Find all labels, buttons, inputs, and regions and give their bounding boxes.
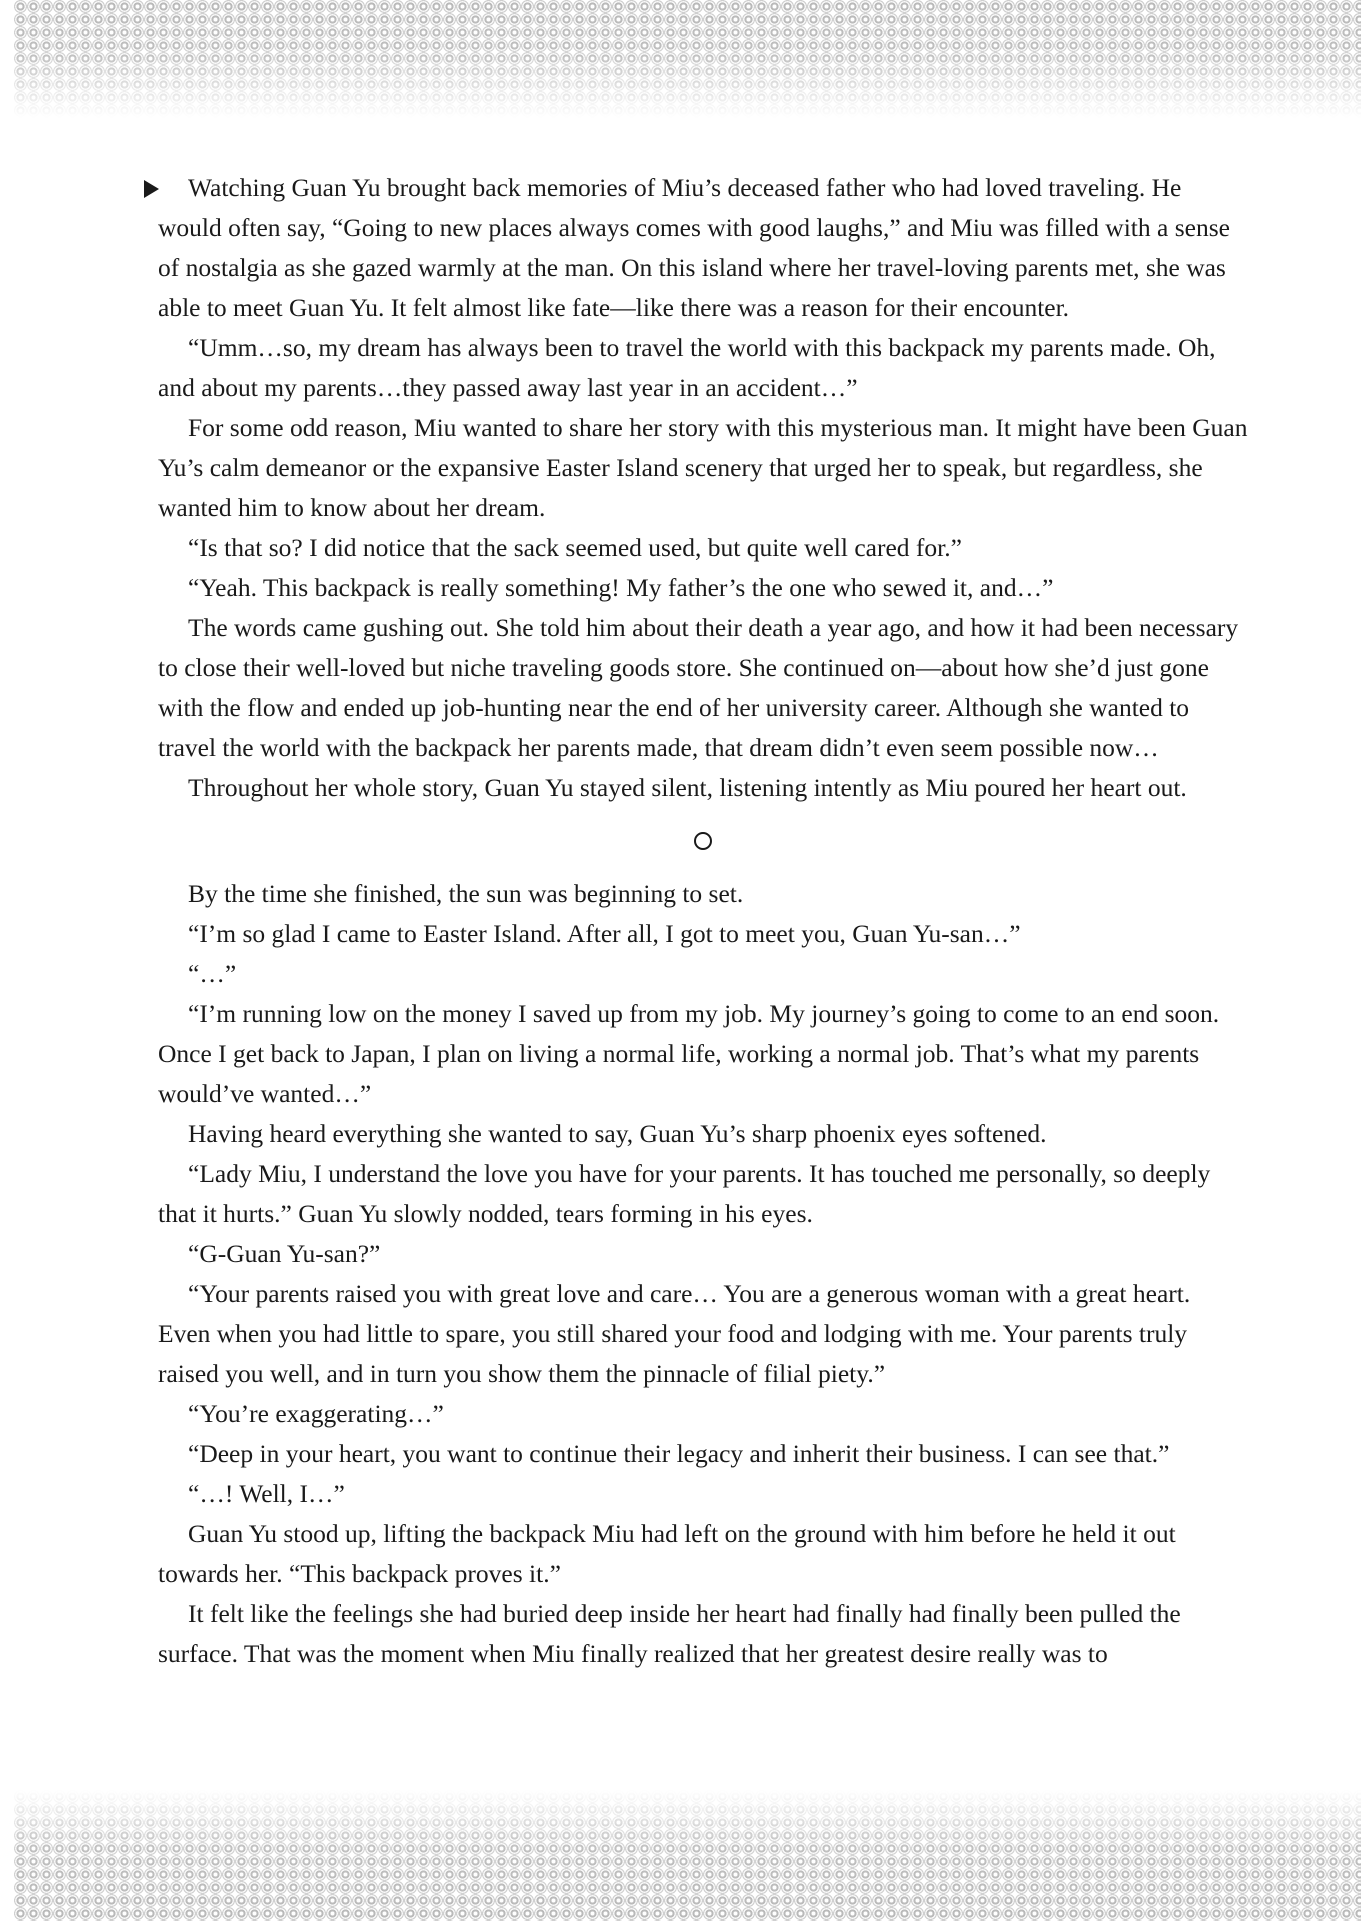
circle-icon: [694, 832, 712, 850]
paragraph: Watching Guan Yu brought back memories of Miu’s deceased father who had loved traveling. He would often say, “Going to new places always comes with good laughs,” and Miu was filled with a sense of nostalgia as she gazed warmly at the man. On this island where her travel-loving parents met, she was able to meet Guan Yu. It felt almost like fate—like there was a reason for their encounter.: [158, 173, 1230, 322]
paragraph: “…”: [188, 959, 237, 988]
page-marker-icon: [144, 180, 159, 198]
paragraph: Guan Yu stood up, lifting the backpack Miu had left on the ground with him before he held it out towards her. “This backpack proves it.”: [158, 1519, 1176, 1588]
paragraph: “You’re exaggerating…”: [188, 1399, 444, 1428]
paragraph: Throughout her whole story, Guan Yu stayed silent, listening intently as Miu poured her heart out.: [188, 773, 1187, 802]
paragraph: For some odd reason, Miu wanted to share her story with this mysterious man. It might have been Guan Yu’s calm demeanor or the expansive Easter Island scenery that urged her to speak, but regardless, she wanted him to know about her dream.: [158, 413, 1248, 522]
paragraph: “Lady Miu, I understand the love you have for your parents. It has touched me personally, so deeply that it hurts.” Guan Yu slowly nodded, tears forming in his eyes.: [158, 1159, 1211, 1228]
paragraph: “I’m so glad I came to Easter Island. After all, I got to meet you, Guan Yu-san…”: [188, 919, 1021, 948]
paragraph: “Your parents raised you with great love and care… You are a generous woman with a great heart. Even when you had little to spare, you still shared your food and lodging with me. Your parents truly raised you well, and in turn you show them the pinnacle of filial piety.”: [158, 1279, 1191, 1388]
paragraph: “Deep in your heart, you want to continue their legacy and inherit their business. I can see that.”: [188, 1439, 1170, 1468]
paragraph: It felt like the feelings she had buried deep inside her heart had finally had finally been pulled the surface. That was the moment when Miu finally realized that her greatest desire really was to: [158, 1599, 1181, 1668]
paragraph: By the time she finished, the sun was beginning to set.: [188, 879, 744, 908]
paragraph: “I’m running low on the money I saved up from my job. My journey’s going to come to an end soon. Once I get back to Japan, I plan on living a normal life, working a normal job. That’s what my parents would’ve wanted…”: [158, 999, 1220, 1108]
paragraph: “Is that so? I did notice that the sack seemed used, but quite well cared for.”: [188, 533, 962, 562]
section-break: [158, 808, 1248, 874]
decorative-pattern-bottom: [14, 1790, 1361, 1921]
paragraph: The words came gushing out. She told him about their death a year ago, and how it had been necessary to close their well-loved but niche traveling goods store. She continued on—about how she’d just gone with the flow and ended up job-hunting near the end of her university career. Although she wanted to travel the world with the backpack her parents made, that dream didn’t even seem possible now…: [158, 613, 1239, 762]
paragraph: “G-Guan Yu-san?”: [188, 1239, 381, 1268]
paragraph: “Yeah. This backpack is really something! My father’s the one who sewed it, and…”: [188, 573, 1054, 602]
body-text: [158, 168, 1248, 1674]
paragraph: “Umm…so, my dream has always been to travel the world with this backpack my parents made. Oh, and about my parents…they passed away last year in an accident…”: [158, 333, 1216, 402]
decorative-pattern-top: [14, 0, 1361, 118]
paragraph: Having heard everything she wanted to say, Guan Yu’s sharp phoenix eyes softened.: [188, 1119, 1047, 1148]
paragraph: “…! Well, I…”: [188, 1479, 345, 1508]
